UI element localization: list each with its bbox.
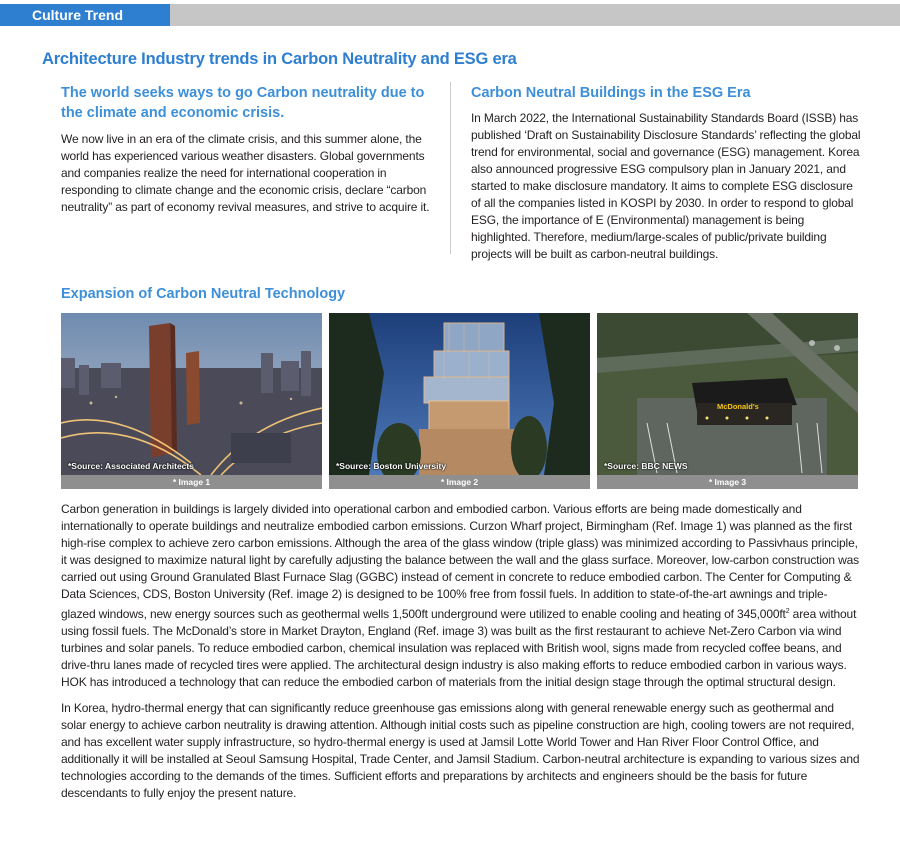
section-tag: Culture Trend [0, 4, 170, 26]
left-column-title: The world seeks ways to go Carbon neutrality due to the climate and economic crisis. [61, 85, 425, 121]
body-paragraph-2: In Korea, hydro-thermal energy that can significantly reduce greenhouse gas emissions along with general renewable energy such as geothermal and solar energy to achieve carbon neutrality is drawing attention. Although initial costs such as pipeline construction are high, cooling towers are not required, and has excellent water supply infrastructure, so hydro-thermal energy is used at Jamsil Lotte World Tower and Han River Floor Control Office, and additionally it will be installed at Seoul Samsung Hospital, Trade Center, and Jamsil Stadium. Carbon-neutral architecture is expanding to various sizes and technologies according to the demands of the times. Sufficient efforts and preparations by architects and engineers should be the basis for future descendants to fully enjoy the present nature. [61, 701, 860, 800]
image-3-source: *Source: BBC NEWS [604, 461, 688, 471]
body-paragraph-1 [61, 501, 861, 691]
superscript-2: 2 [785, 608, 790, 615]
column-divider [450, 82, 451, 254]
body-paragraph-1-part-1: Carbon generation in buildings is largely divided into operational carbon and embodied carbon. Various efforts are being made domestically and internationally to operate buildings and neutralize embodied carbon emissions. Curzon Wharf project, Birmingham (Ref. Image 1) was planned as the first high-rise complex to achieve zero carbon emissions. Although the area of the glass window (triple glass) was minimized according to Passivhaus principle, it was designed to maximize natural light by carefully adjusting the balance between the wall and the glass surface. Moreover, low-carbon construction was carried out using Ground Granulated Blast Furnace Slag (GGBC) instead of cement in concrete to reduce embodied carbon. The Center for Computing & Data Sciences, CDS, Boston University (Ref. image 2) is designed to be 100% free from fossil fuels. In addition to state-of-the-art awnings and triple-glazed windows, new energy sources such as geothermal wells 1,500ft underground were utilized to enable cooling and heating of 345,000ft [61, 502, 860, 621]
image-3-caption: * Image 3 [597, 475, 858, 489]
photo-boston-cds [329, 313, 590, 475]
article-title: Architecture Industry trends in Carbon Neutrality and ESG era [42, 50, 517, 68]
image-2-caption: * Image 2 [329, 475, 590, 489]
mcdonalds-sign: McDonald's [717, 402, 759, 411]
expansion-title: Expansion of Carbon Neutral Technology [61, 286, 346, 302]
right-column-body: In March 2022, the International Sustainability Standards Board (ISSB) has published ‘Draft on Sustainability Disclosure Standards’ reflecting the global trend for environmental, social and governance (ESG) management. Korea also announced progressive ESG compulsory plan in January 2021, and started to make disclosure mandatory. It aims to complete ESG disclosure of all the companies listed in KOSPI by 2030. In order to respond to global ESG, the importance of E (Environmental) management is being highlighted. Therefore, medium/large-scales of public/private building projects will be built as carbon-neutral buildings. [471, 111, 861, 261]
image-1-caption: * Image 1 [61, 475, 322, 489]
body-paragraph-1-part-2: area without using fossil fuels. The McDonald’s store in Market Drayton, England (Ref. image 3) was built as the first restaurant to achieve Net-Zero Carbon via wind turbines and solar panels. To reduce embodied carbon, chemical insulation was replaced with British wool, signs made from recycled coffee beans, and drive-thru lanes made of recycled tires were applied. The architectural design industry is also making efforts to reduce embodied carbon in various ways. HOK has introduced a technology that can reduce the embodied carbon of materials from the initial design stage through the optimal structural design. [61, 607, 857, 689]
photo-curzon-wharf [61, 313, 322, 475]
image-2-source: *Source: Boston University [336, 461, 447, 471]
photo-mcdonalds [597, 313, 858, 475]
image-1-source: *Source: Associated Architects [68, 461, 194, 471]
left-column-body: We now live in an era of the climate crisis, and this summer alone, the world has experienced various weather disasters. Global governments and companies realize the need for international cooperation in responding to climate change and the economic crisis, declare “carbon neutrality” as part of economy revival measures, and strive to acquire it. [61, 132, 430, 214]
right-column-title: Carbon Neutral Buildings in the ESG Era [471, 85, 751, 101]
